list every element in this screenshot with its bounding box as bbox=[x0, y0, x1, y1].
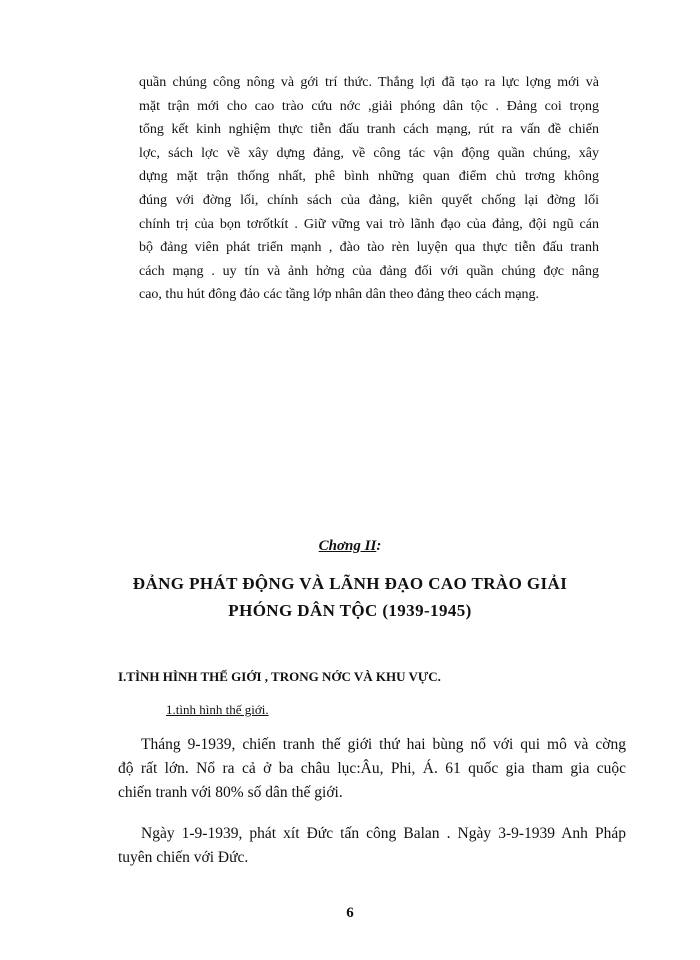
text-line: quần chúng công nông và gới trí thức. Thắng lợi đã tạo ra lực lợng mới và bbox=[139, 75, 599, 90]
section-title: I.TÌNH HÌNH THẾ GIỚI , TRONG NỚC VÀ KHU VỰC. bbox=[118, 669, 441, 684]
text-line: chính trị của bọn tơrốtkít . Giữ vững vai trò lãnh đạo của đảng, đội ngũ cán bbox=[139, 216, 599, 232]
text-line: dựng mặt trận thống nhất, phê bình những quan điểm chủ trơng không bbox=[139, 169, 599, 185]
text-line: đúng với đờng lối, chính sách của đảng, kiên quyết chống lại đờng lối bbox=[139, 192, 599, 208]
text-line: tổng kết kinh nghiệm thực tiễn đấu tranh cách mạng, rút ra vấn đề chiến bbox=[139, 122, 599, 138]
text-line: cao, thu hút đông đảo các tầng lớp nhân dân theo đảng theo cách mạng. bbox=[139, 287, 540, 303]
chapter-heading-line: ĐẢNG PHÁT ĐỘNG VÀ LÃNH ĐẠO CAO TRÀO GIẢI bbox=[132, 574, 568, 593]
body-paragraph-poland bbox=[118, 822, 626, 870]
chapter-label bbox=[0, 533, 700, 559]
text-line: tuyên chiến với Đức. bbox=[118, 849, 249, 866]
text-line: Ngày 1-9-1939, phát xít Đức tấn công Balan . Ngày 3-9-1939 Anh Pháp bbox=[141, 825, 626, 842]
text-line: lợc, sách lợc về xây dựng đảng, về công tác vận động quần chúng, xây bbox=[139, 145, 599, 161]
subsection-title: 1.tình hình thế giới. bbox=[166, 702, 269, 717]
chapter-heading bbox=[0, 570, 700, 624]
chapter-label-colon: : bbox=[376, 538, 382, 554]
text-line: bộ đảng viên phát triển mạnh , đào tào rèn luyện qua thực tiễn đấu tranh bbox=[139, 240, 599, 256]
text-line: cách mạng . uy tín và ảnh hởng của đảng đối với quần chúng đợc nâng bbox=[139, 263, 599, 279]
text-line: chiến tranh với 80% số dân thế giới. bbox=[118, 784, 343, 801]
chapter-label-text: Chơng II bbox=[318, 538, 377, 554]
text-line: mặt trận mới cho cao trào cứu nớc ,giải phóng dân tộc . Đảng coi trọng bbox=[139, 98, 599, 114]
body-paragraph-intro bbox=[139, 71, 599, 307]
body-paragraph-war bbox=[118, 733, 626, 805]
page-number: 6 bbox=[346, 905, 354, 921]
chapter-heading-line: PHÓNG DÂN TỘC (1939-1945) bbox=[228, 601, 472, 620]
text-line: Tháng 9-1939, chiến tranh thế giới thứ hai bùng nổ với qui mô và cờng bbox=[141, 736, 626, 753]
text-line: độ rất lớn. Nổ ra cả ở ba châu lục:Âu, Phi, Á. 61 quốc gia tham gia cuộc bbox=[118, 760, 626, 777]
